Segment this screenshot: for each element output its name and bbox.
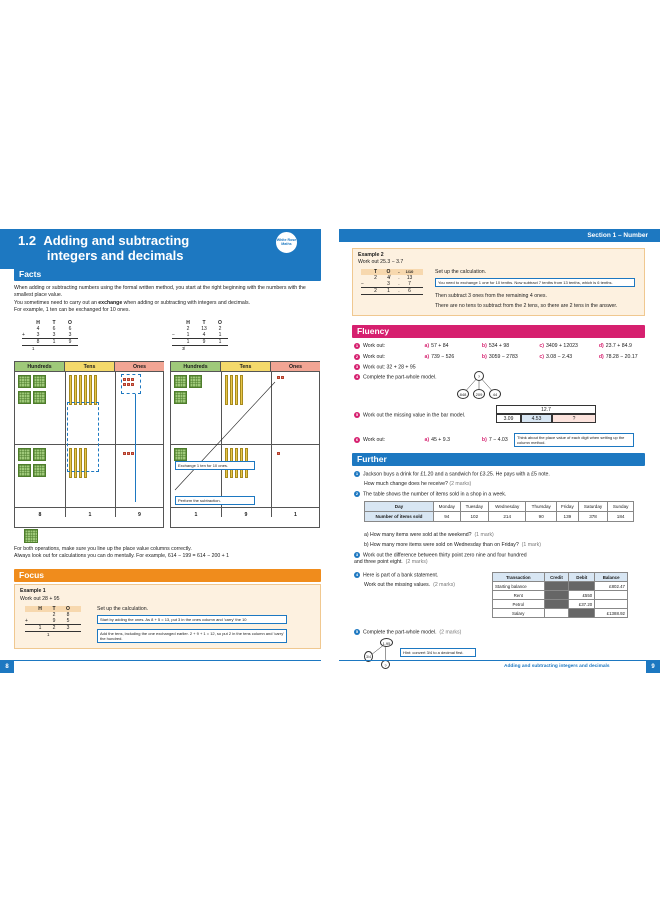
note-subtract: Perform the subtraction. (175, 496, 255, 505)
section-label-strip: Section 1 – Number (339, 229, 660, 242)
example-1-note-2: Add the tens, including the one exchanged earlier. 2 + 9 + 1 = 12, so put 2 in the tens column and 'carry' the hundred. (97, 629, 287, 643)
further-question-4: 4 Here is part of a bank statement. (355, 572, 439, 579)
example-1-title: Example 1 (20, 588, 46, 594)
example-1-note-1: Start by adding the ones. As 8 + 5 = 13, put 3 in the ones column and 'carry' the 10 (97, 615, 287, 624)
hundred-block (33, 375, 46, 388)
example-1-column: H T O 2 8 + 9 5 1 2 3 1 (25, 606, 81, 638)
hundred-block (33, 448, 46, 461)
ones-total: 9 (138, 512, 141, 518)
table-row: Day Monday Tuesday Wednesday Thursday Friday Saturday Sunday (365, 502, 634, 512)
title-line-1: Adding and subtracting (43, 233, 190, 248)
part-whole-2-top: 1.95 (380, 638, 393, 647)
example-2-question: Work out 25.3 − 3.7 (358, 259, 404, 265)
example-1-step-1: Set up the calculation. (97, 606, 149, 612)
right-page-footer (339, 660, 660, 672)
facts-heading: Facts (14, 268, 321, 281)
fluency-question-2: 2 Work out: a) 739 − 526 b) 3059 − 2783 c) 3.08 − 2.43 d) 78.28 − 20.17 (355, 354, 638, 361)
facts-text (14, 285, 314, 314)
after-paragraph-1: For both operations, make sure you line up the place value columns correctly. (14, 546, 192, 552)
footer-label: Adding and subtracting integers and decimals (504, 664, 610, 669)
fluency-heading: Fluency (352, 325, 645, 338)
exchanged-digit: 3̸ (182, 346, 185, 351)
exchange-arrow (171, 362, 320, 507)
place-value-table-addition (14, 361, 164, 528)
example-2-title: Example 2 (358, 252, 384, 258)
fluency-question-6: 6 Work out: a) 45 + 9.3 b) 7 − 4.03 (355, 437, 508, 444)
chapter-title (18, 233, 189, 263)
table-row: Rent £550 (493, 591, 628, 600)
table-row: Starting balance £802.47 (493, 582, 628, 591)
fluency-question-1: 1 Work out: a) 57 + 84 b) 534 + 98 c) 3409 + 12023 d) 23.7 + 84.9 (355, 343, 632, 350)
badge-label: White Rose Maths (276, 238, 297, 246)
addition-column-method: H T O 4 6 6 + 3 3 3 8 1 9 1 (22, 320, 78, 352)
ones-header: Ones (115, 362, 164, 372)
example-2-note-1: You need to exchange 1 one for 10 tenths. Now subtract 7 tenths from 13 tenths, which is 6 tenths. (435, 278, 635, 287)
hundreds-header: Hundreds (15, 362, 65, 372)
bar-model-parts: 3.09 4.53 ? (496, 414, 596, 423)
after-table-text (14, 546, 319, 560)
note-exchange: Exchange 1 ten for 10 ones. (175, 461, 255, 470)
question-number: 1 (355, 343, 359, 348)
part-whole-part: 209 (473, 389, 485, 399)
question-6-tip: Think about the place value of each digit when setting up the column method. (514, 433, 634, 447)
facts-paragraph-1: When adding or subtracting numbers using the formal written method, you start at the right beginning with the numbers with the smallest place value. (14, 285, 306, 299)
carry-digit: 1 (32, 346, 35, 351)
fluency-question-3: 3 Work out: 32 + 28 + 95 (355, 364, 416, 371)
hundreds-total: 8 (38, 512, 42, 518)
part-whole-2-right: ? (381, 660, 390, 669)
facts-paragraph-2: You sometimes need to carry out an exchange when adding or subtracting with integers and decimals. (14, 300, 250, 307)
hundred-block (33, 464, 46, 477)
further-question-1: 1 Jackson buys a drink for £1.20 and a sandwich for £3.25. He pays with a £5 note. (355, 471, 550, 478)
section-number: 1.2 (18, 233, 37, 248)
table-row: Transaction Credit Debit Balance (493, 573, 628, 582)
table-row: Salary £1388.92 (493, 609, 628, 618)
page-number-right: 9 (646, 661, 660, 673)
example-1-box (14, 584, 321, 649)
bar-model-total: 12.7 (496, 405, 596, 414)
place-value-table-subtraction: Hundreds Tens Ones Exchange 1 ten for 10 ones. Perform the subtraction. 1 9 1 (170, 361, 320, 528)
question-5-hint: Hint: convert 3/4 to a decimal first. (400, 648, 476, 657)
subtraction-column-method: H T O 2 13 2 − 1 4 1 1 9 1 3̸ (172, 320, 228, 352)
column-headers: H T O (36, 320, 72, 326)
example-2-box (352, 248, 645, 316)
white-rose-maths-badge (275, 231, 298, 254)
hundred-block (18, 464, 31, 477)
further-question-2: 2 The table shows the number of items sold in a shop in a week. (355, 491, 507, 498)
example-2-step-1: Set up the calculation. (435, 269, 487, 275)
example-1-question: Work out 28 + 95 (20, 596, 60, 602)
hundred-block-carried (24, 529, 38, 543)
hundred-block (18, 391, 31, 404)
further-question-2a: a) How many items were sold at the weekend? (1 mark) (364, 532, 494, 538)
table-row: Number of items sold 94 102 214 90 139 378 184 (365, 512, 634, 522)
items-sold-table (364, 501, 634, 522)
tens-total: 1 (88, 512, 92, 518)
further-question-2b: b) How many more items were sold on Wednesday than on Friday? (1 mark) (364, 542, 541, 548)
example-2-column: T O . 1/10 2 4̸ . 13 − 3 . 7 2 1 . 6 (361, 269, 423, 295)
page-number-left: 8 (0, 661, 14, 673)
table-row: Petrol £37.20 (493, 600, 628, 609)
example-2-step-2: Then subtract 3 ones from the remaining 4 ones. (435, 293, 547, 299)
title-line-2: integers and decimals (46, 248, 184, 263)
hundred-block (33, 391, 46, 404)
bank-statement-table (492, 572, 628, 618)
hundred-block (18, 375, 31, 388)
focus-heading: Focus (14, 569, 321, 582)
further-question-5: 5 Complete the part-whole model. (2 marks) (355, 629, 462, 636)
part-whole-part: 848 (457, 389, 469, 399)
further-question-3: 3 Work out the difference between thirty point zero nine and four hundred and three point eight. (2 marks) (354, 552, 527, 566)
after-paragraph-2: Always look out for calculations you can do mentally. For example, 614 − 199 = 614 − 200 + 1 (14, 553, 230, 560)
part-whole-top: ? (474, 371, 484, 381)
part-whole-2-left: 3/4 (364, 651, 373, 662)
fluency-question-5: 5 Work out the missing value in the bar model. (355, 412, 466, 419)
left-page-footer (0, 660, 321, 672)
part-whole-part: 44 (489, 389, 501, 399)
facts-paragraph-3: For example, 1 ten can be exchanged for 10 ones. (14, 307, 130, 314)
hundred-block (18, 448, 31, 461)
example-2-step-3: There are no tens to subtract from the 2 tens, so there are 2 tens in the answer. (435, 303, 618, 309)
further-heading: Further (352, 453, 645, 466)
fluency-question-4: 4 Complete the part-whole model. (355, 374, 437, 381)
tens-header: Tens (65, 362, 115, 372)
